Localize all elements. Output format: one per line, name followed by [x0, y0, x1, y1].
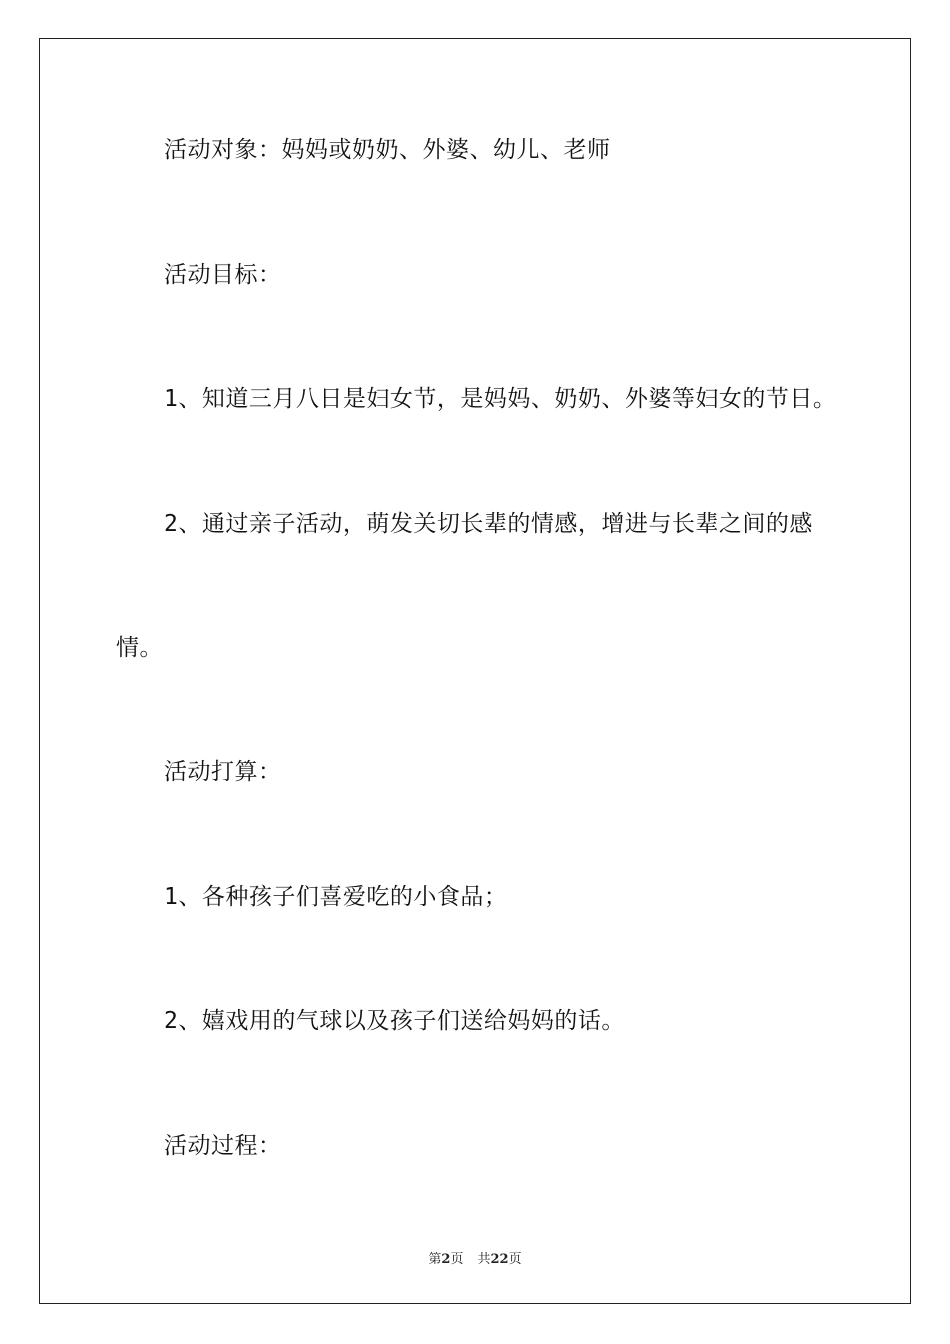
goal-item-1: 1、知道三月八日是妇女节，是妈妈、奶奶、外婆等妇女的节日。 [164, 386, 837, 412]
activity-preparation-heading: 活动打算： [164, 759, 282, 785]
preparation-item-2: 2、嬉戏用的气球以及孩子们送给妈妈的话。 [164, 1008, 625, 1034]
footer-total-suffix: 页 [508, 1252, 522, 1267]
goal-item-2-continuation: 情。 [116, 635, 163, 661]
activity-process-heading: 活动过程： [164, 1133, 282, 1159]
activity-target-line: 活动对象：妈妈或奶奶、外婆、幼儿、老师 [164, 137, 611, 163]
page-frame [39, 38, 911, 1304]
footer-total-prefix: 共 [477, 1252, 491, 1267]
goal-item-2: 2、通过亲子活动，萌发关切长辈的情感，增进与长辈之间的感 [164, 511, 813, 537]
footer-page-prefix: 第 [428, 1252, 442, 1267]
activity-goal-heading: 活动目标： [164, 262, 282, 288]
preparation-item-1: 1、各种孩子们喜爱吃的小食品； [164, 884, 508, 910]
footer-page-current: 2 [441, 1252, 451, 1267]
footer-page-total: 22 [490, 1252, 509, 1267]
page-footer [0, 1248, 950, 1267]
footer-page-suffix: 页 [450, 1252, 464, 1267]
